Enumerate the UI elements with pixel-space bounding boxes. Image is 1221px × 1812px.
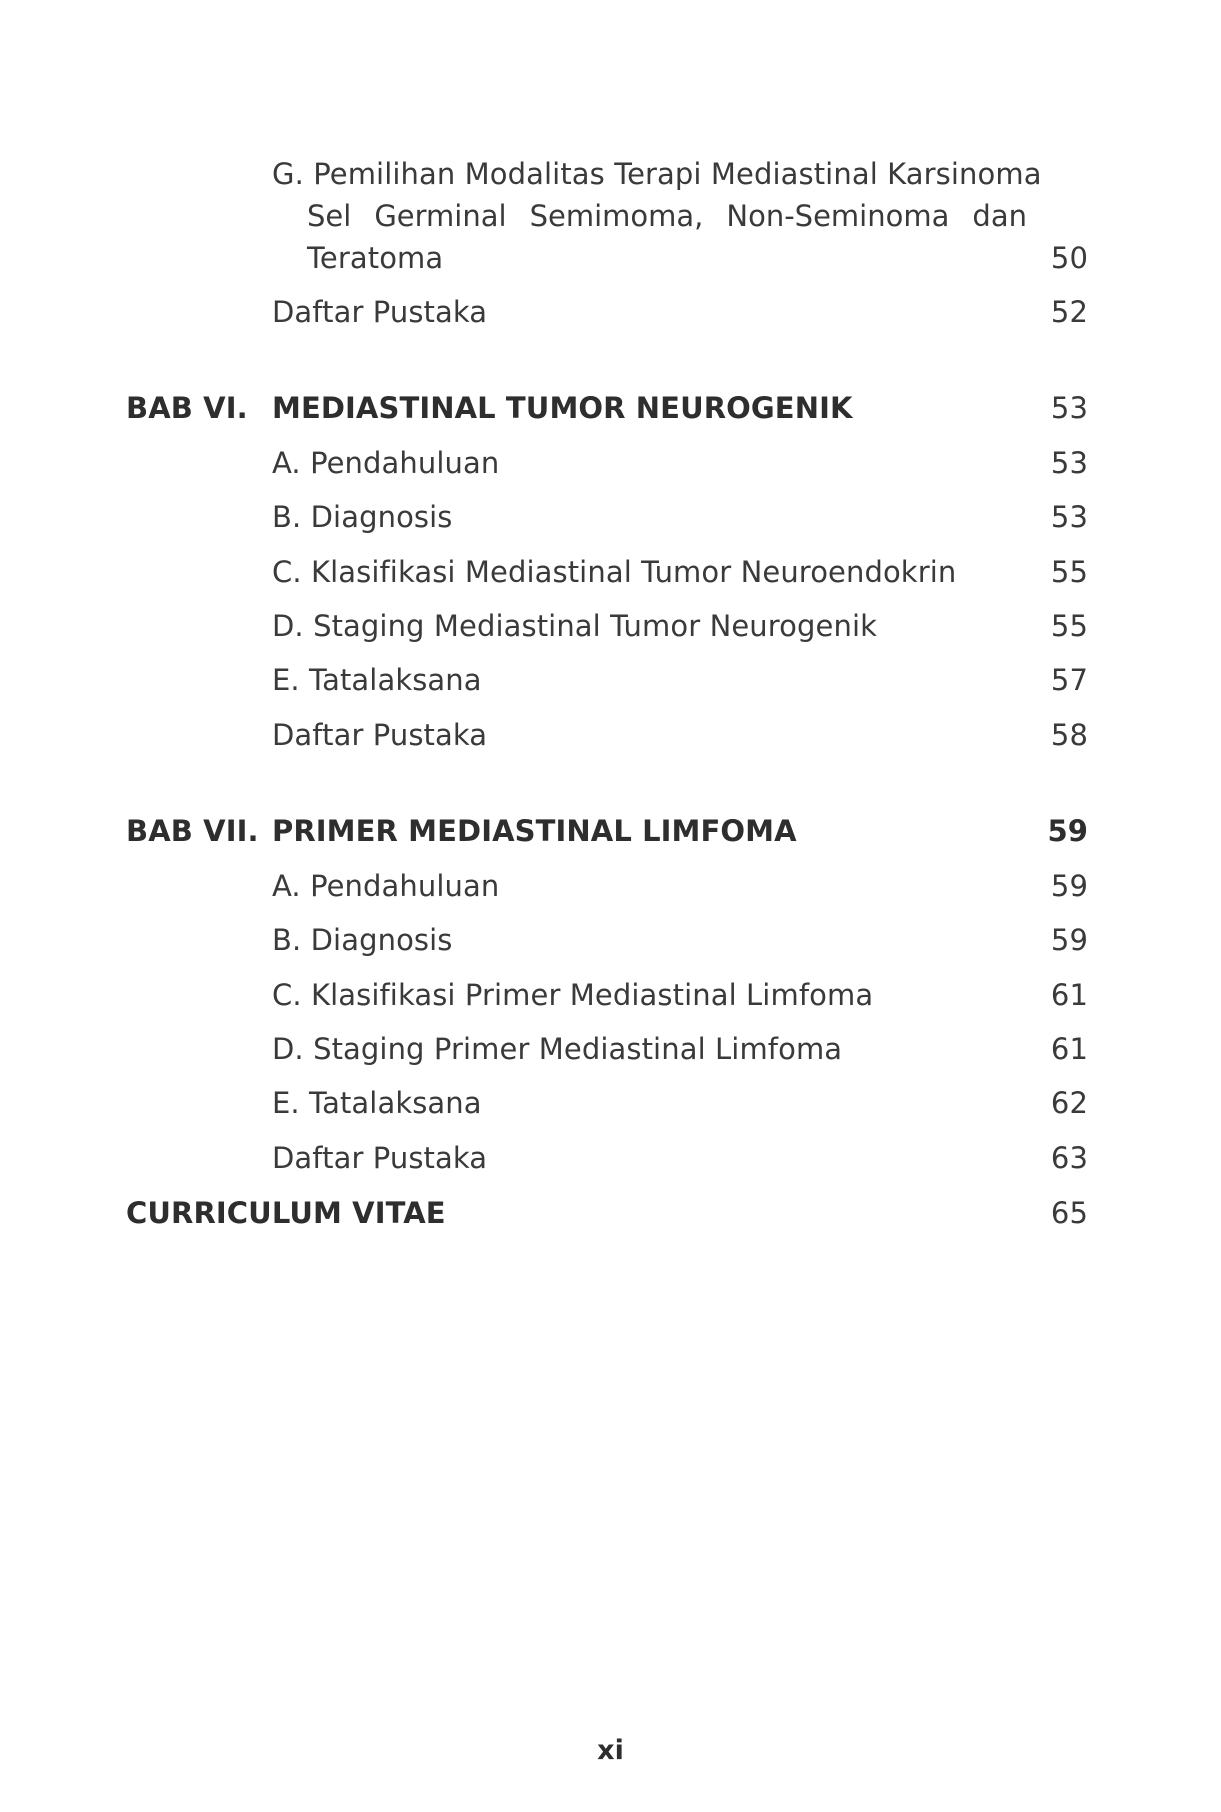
toc-entry-page: 55 — [1050, 555, 1088, 589]
toc-entry-label: Daftar Pustaka — [272, 718, 488, 752]
toc-entry-label: D. Staging Mediastinal Tumor Neurogenik — [272, 609, 877, 643]
toc-daftar-pustaka-label: Daftar Pustaka — [272, 295, 488, 329]
toc-entry-page: 55 — [1050, 609, 1088, 643]
toc-entry-g-page: 50 — [1050, 241, 1088, 275]
toc-entry-page: 62 — [1050, 1086, 1088, 1120]
toc-entry-g-word: Semimoma, — [529, 199, 704, 233]
toc-chapter-page: 59 — [1047, 814, 1088, 848]
toc-entry-g-word: Sel — [307, 199, 352, 233]
toc-entry-label: C. Klasifikasi Mediastinal Tumor Neuroendokrin — [272, 555, 957, 589]
toc-entry-g-line2 — [307, 198, 1027, 234]
toc-daftar-pustaka-page: 52 — [1050, 295, 1088, 329]
toc-entry-g-line3: Teratoma — [307, 241, 444, 275]
toc-entry-g-word: Germinal — [374, 199, 507, 233]
toc-entry-g-line1: G. Pemilihan Modalitas Terapi Mediastinal Karsinoma — [272, 157, 1042, 191]
toc-entry-label: B. Diagnosis — [272, 500, 453, 534]
toc-entry-label: D. Staging Primer Mediastinal Limfoma — [272, 1032, 843, 1066]
toc-chapter-number: BAB VI. — [126, 391, 248, 425]
toc-entry-label: C. Klasifikasi Primer Mediastinal Limfoma — [272, 978, 874, 1012]
toc-entry-label: E. Tatalaksana — [272, 1086, 482, 1120]
toc-entry-label: A. Pendahuluan — [272, 446, 500, 480]
page-number: xi — [597, 1735, 624, 1766]
toc-entry-page: 63 — [1050, 1141, 1088, 1175]
toc-entry-label: B. Diagnosis — [272, 923, 453, 957]
toc-curriculum-vitae-page: 65 — [1050, 1196, 1088, 1230]
toc-entry-page: 53 — [1050, 500, 1088, 534]
toc-entry-page: 59 — [1050, 869, 1088, 903]
toc-chapter-title: MEDIASTINAL TUMOR NEUROGENIK — [272, 391, 853, 425]
toc-chapter-title: PRIMER MEDIASTINAL LIMFOMA — [272, 814, 797, 848]
toc-entry-page: 61 — [1050, 978, 1088, 1012]
toc-entry-label: A. Pendahuluan — [272, 869, 500, 903]
toc-entry-label: Daftar Pustaka — [272, 1141, 488, 1175]
toc-chapter-page: 53 — [1050, 391, 1088, 425]
toc-chapter-number: BAB VII. — [126, 814, 259, 848]
toc-entry-label: E. Tatalaksana — [272, 663, 482, 697]
toc-entry-page: 58 — [1050, 718, 1088, 752]
toc-entry-page: 59 — [1050, 923, 1088, 957]
toc-entry-page: 57 — [1050, 663, 1088, 697]
toc-entry-g-word: Non-Seminoma — [726, 199, 950, 233]
toc-entry-page: 53 — [1050, 446, 1088, 480]
toc-curriculum-vitae-label: CURRICULUM VITAE — [126, 1196, 446, 1230]
toc-entry-g-word: dan — [972, 199, 1027, 233]
toc-entry-page: 61 — [1050, 1032, 1088, 1066]
